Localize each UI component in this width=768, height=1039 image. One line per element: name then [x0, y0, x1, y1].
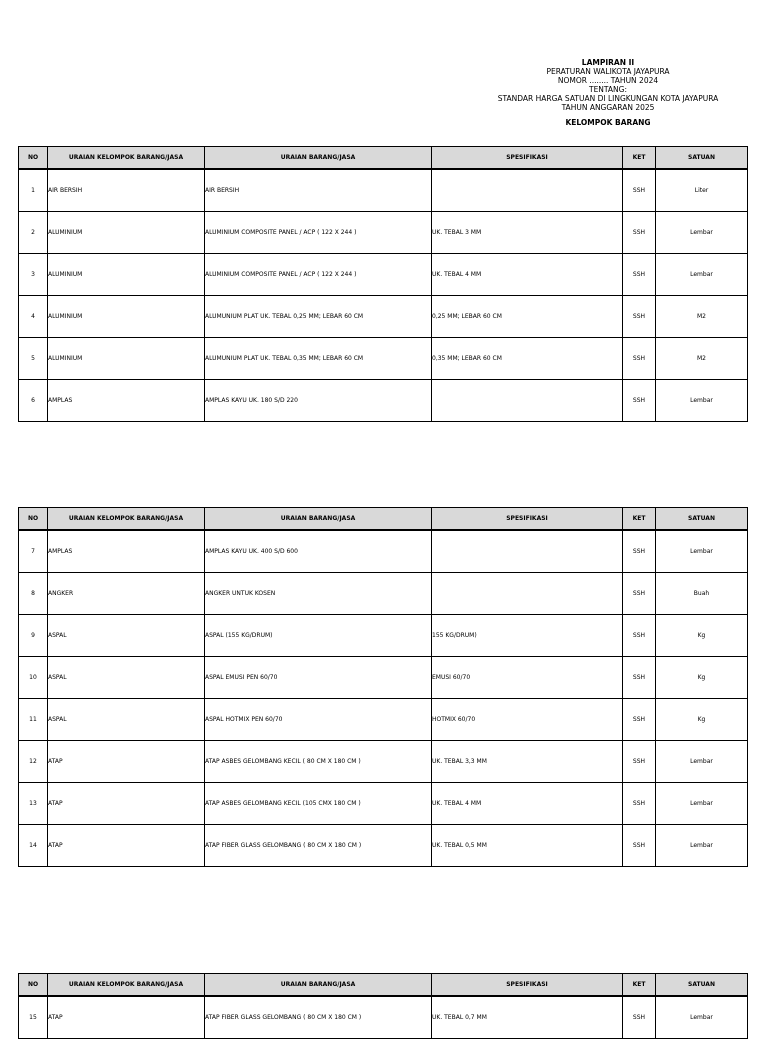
row-number-cell: 3 — [19, 254, 48, 296]
column-header-kelompok: URAIAN KELOMPOK BARANG/JASA — [48, 508, 205, 531]
row-number-cell: 11 — [19, 699, 48, 741]
table-row — [19, 212, 748, 254]
table-row — [19, 380, 748, 422]
table-row — [19, 530, 748, 573]
remark-cell: SSH — [623, 338, 656, 380]
specification-cell: UK. TEBAL 0,7 MM — [432, 996, 623, 1039]
row-number-cell: 7 — [19, 530, 48, 573]
item-name-cell: ALUMUNIUM PLAT UK. TEBAL 0,25 MM; LEBAR 60 CM — [205, 296, 432, 338]
remark-cell: SSH — [623, 380, 656, 422]
table-row — [19, 338, 748, 380]
item-name-cell: ALUMINIUM COMPOSITE PANEL / ACP ( 122 X 244 ) — [205, 254, 432, 296]
unit-cell: Lembar — [656, 254, 748, 296]
item-name-cell: ASPAL HOTMIX PEN 60/70 — [205, 699, 432, 741]
table-row — [19, 657, 748, 699]
row-number-cell: 9 — [19, 615, 48, 657]
table-header-row — [19, 508, 748, 531]
table-row — [19, 169, 748, 212]
table-header-row — [19, 147, 748, 170]
unit-cell: Lembar — [656, 380, 748, 422]
price-table-3 — [18, 973, 748, 1039]
remark-cell: SSH — [623, 296, 656, 338]
remark-cell: SSH — [623, 615, 656, 657]
remark-cell: SSH — [623, 825, 656, 867]
group-name-cell: ANGKER — [48, 573, 205, 615]
specification-cell: UK. TEBAL 4 MM — [432, 783, 623, 825]
group-name-cell: AMPLAS — [48, 530, 205, 573]
item-name-cell: ATAP FIBER GLASS GELOMBANG ( 80 CM X 180 CM ) — [205, 825, 432, 867]
specification-cell: HOTMIX 60/70 — [432, 699, 623, 741]
remark-cell: SSH — [623, 169, 656, 212]
unit-cell: Buah — [656, 573, 748, 615]
column-header-barang: URAIAN BARANG/JASA — [205, 508, 432, 531]
group-name-cell: AIR BERSIH — [48, 169, 205, 212]
group-name-cell: ALUMINIUM — [48, 296, 205, 338]
unit-cell: Kg — [656, 699, 748, 741]
specification-cell — [432, 380, 623, 422]
column-header-no: NO — [19, 974, 48, 997]
specification-cell: 0,35 MM; LEBAR 60 CM — [432, 338, 623, 380]
header-line-2: NOMOR ........ TAHUN 2024 — [557, 76, 659, 85]
item-name-cell: ASPAL (155 KG/DRUM) — [205, 615, 432, 657]
table-row — [19, 825, 748, 867]
column-header-satuan: SATUAN — [656, 508, 748, 531]
column-header-spesifikasi: SPESIFIKASI — [432, 147, 623, 170]
item-name-cell: ALUMUNIUM PLAT UK. TEBAL 0,35 MM; LEBAR 60 CM — [205, 338, 432, 380]
column-header-ket: KET — [623, 147, 656, 170]
item-name-cell: ALUMINIUM COMPOSITE PANEL / ACP ( 122 X 244 ) — [205, 212, 432, 254]
unit-cell: Liter — [656, 169, 748, 212]
column-header-spesifikasi: SPESIFIKASI — [432, 508, 623, 531]
table-row — [19, 741, 748, 783]
remark-cell: SSH — [623, 573, 656, 615]
price-table-1 — [18, 146, 748, 422]
column-header-spesifikasi: SPESIFIKASI — [432, 974, 623, 997]
group-name-cell: ALUMINIUM — [48, 254, 205, 296]
item-name-cell: ANGKER UNTUK KOSEN — [205, 573, 432, 615]
row-number-cell: 13 — [19, 783, 48, 825]
specification-cell: UK. TEBAL 3,3 MM — [432, 741, 623, 783]
specification-cell: UK. TEBAL 3 MM — [432, 212, 623, 254]
specification-cell — [432, 169, 623, 212]
column-header-ket: KET — [623, 974, 656, 997]
table-row — [19, 699, 748, 741]
row-number-cell: 4 — [19, 296, 48, 338]
column-header-kelompok: URAIAN KELOMPOK BARANG/JASA — [48, 974, 205, 997]
specification-cell: EMUSI 60/70 — [432, 657, 623, 699]
table-row — [19, 783, 748, 825]
remark-cell: SSH — [623, 699, 656, 741]
remark-cell: SSH — [623, 783, 656, 825]
row-number-cell: 8 — [19, 573, 48, 615]
item-name-cell: ATAP ASBES GELOMBANG KECIL ( 80 CM X 180 CM ) — [205, 741, 432, 783]
specification-cell — [432, 573, 623, 615]
group-name-cell: ATAP — [48, 741, 205, 783]
header-line-1: PERATURAN WALIKOTA JAYAPURA — [546, 67, 670, 76]
document-header — [496, 58, 720, 127]
header-line-3: TENTANG: — [588, 85, 627, 94]
item-name-cell: ATAP ASBES GELOMBANG KECIL (105 CMX 180 CM ) — [205, 783, 432, 825]
group-name-cell: ATAP — [48, 783, 205, 825]
column-header-ket: KET — [623, 508, 656, 531]
unit-cell: M2 — [656, 296, 748, 338]
column-header-no: NO — [19, 147, 48, 170]
group-name-cell: ATAP — [48, 825, 205, 867]
row-number-cell: 12 — [19, 741, 48, 783]
table-row — [19, 296, 748, 338]
column-header-satuan: SATUAN — [656, 147, 748, 170]
unit-cell: Lembar — [656, 530, 748, 573]
row-number-cell: 5 — [19, 338, 48, 380]
table-row — [19, 254, 748, 296]
row-number-cell: 10 — [19, 657, 48, 699]
group-name-cell: ASPAL — [48, 699, 205, 741]
specification-cell: 155 KG/DRUM) — [432, 615, 623, 657]
item-name-cell: AMPLAS KAYU UK. 180 S/D 220 — [205, 380, 432, 422]
lampiran-title: LAMPIRAN II — [581, 58, 635, 67]
remark-cell: SSH — [623, 212, 656, 254]
unit-cell: Lembar — [656, 741, 748, 783]
table-row — [19, 573, 748, 615]
remark-cell: SSH — [623, 254, 656, 296]
item-name-cell: AMPLAS KAYU UK. 400 S/D 600 — [205, 530, 432, 573]
section-subtitle: KELOMPOK BARANG — [565, 118, 651, 127]
item-name-cell: ASPAL EMUSI PEN 60/70 — [205, 657, 432, 699]
specification-cell: 0,25 MM; LEBAR 60 CM — [432, 296, 623, 338]
column-header-no: NO — [19, 508, 48, 531]
row-number-cell: 15 — [19, 996, 48, 1039]
unit-cell: Lembar — [656, 996, 748, 1039]
row-number-cell: 6 — [19, 380, 48, 422]
column-header-kelompok: URAIAN KELOMPOK BARANG/JASA — [48, 147, 205, 170]
remark-cell: SSH — [623, 996, 656, 1039]
row-number-cell: 14 — [19, 825, 48, 867]
remark-cell: SSH — [623, 741, 656, 783]
group-name-cell: ATAP — [48, 996, 205, 1039]
specification-cell — [432, 530, 623, 573]
table-header-row — [19, 974, 748, 997]
column-header-satuan: SATUAN — [656, 974, 748, 997]
table-row — [19, 996, 748, 1039]
header-line-4: STANDAR HARGA SATUAN DI LINGKUNGAN KOTA JAYAPURA — [497, 94, 719, 103]
group-name-cell: ALUMINIUM — [48, 338, 205, 380]
unit-cell: Lembar — [656, 783, 748, 825]
header-line-5: TAHUN ANGGARAN 2025 — [561, 103, 655, 112]
group-name-cell: ASPAL — [48, 615, 205, 657]
table-row — [19, 615, 748, 657]
specification-cell: UK. TEBAL 4 MM — [432, 254, 623, 296]
item-name-cell: ATAP FIBER GLASS GELOMBANG ( 80 CM X 180 CM ) — [205, 996, 432, 1039]
row-number-cell: 2 — [19, 212, 48, 254]
unit-cell: Lembar — [656, 212, 748, 254]
group-name-cell: AMPLAS — [48, 380, 205, 422]
group-name-cell: ALUMINIUM — [48, 212, 205, 254]
column-header-barang: URAIAN BARANG/JASA — [205, 974, 432, 997]
specification-cell: UK. TEBAL 0,5 MM — [432, 825, 623, 867]
remark-cell: SSH — [623, 657, 656, 699]
unit-cell: Kg — [656, 615, 748, 657]
price-table-2 — [18, 507, 748, 867]
remark-cell: SSH — [623, 530, 656, 573]
row-number-cell: 1 — [19, 169, 48, 212]
item-name-cell: AIR BERSIH — [205, 169, 432, 212]
group-name-cell: ASPAL — [48, 657, 205, 699]
unit-cell: Kg — [656, 657, 748, 699]
unit-cell: Lembar — [656, 825, 748, 867]
column-header-barang: URAIAN BARANG/JASA — [205, 147, 432, 170]
unit-cell: M2 — [656, 338, 748, 380]
